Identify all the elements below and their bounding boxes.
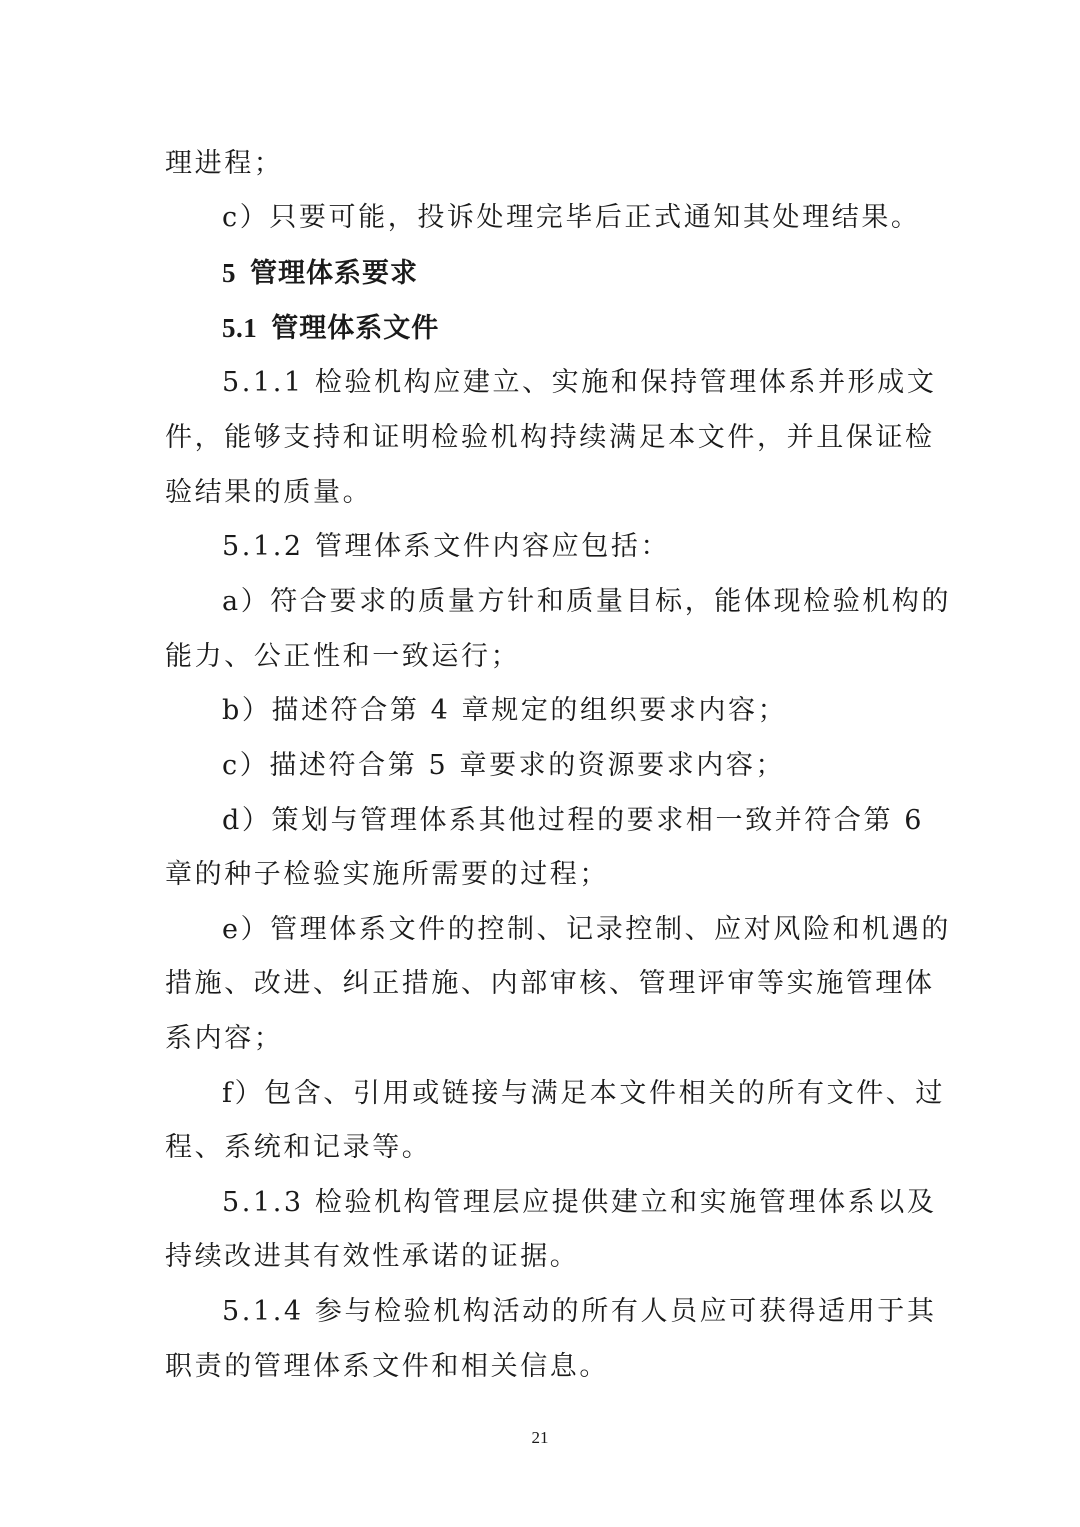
subsection-title: 管理体系文件 [271, 313, 440, 344]
paragraph-line: 5.1.4 参与检验机构活动的所有人员应可获得适用于其 [222, 1296, 937, 1327]
list-item-line: 程、系统和记录等。 [165, 1132, 432, 1163]
paragraph-line: 持续改进其有效性承诺的证据。 [165, 1241, 580, 1272]
list-item-line: 章的种子检验实施所需要的过程； [165, 859, 609, 890]
list-item-line: 系内容； [165, 1023, 284, 1054]
list-item-line: b）描述符合第 4 章规定的组织要求内容； [222, 695, 788, 726]
section-number: 5 [222, 258, 236, 288]
paragraph-line: 5.1.3 检验机构管理层应提供建立和实施管理体系以及 [222, 1187, 937, 1218]
paragraph-line: 件，能够支持和证明检验机构持续满足本文件，并且保证检 [165, 422, 935, 453]
section-heading [222, 253, 917, 294]
paragraph-line: 5.1.2 管理体系文件内容应包括： [222, 531, 671, 562]
list-item-line: a）符合要求的质量方针和质量目标，能体现检验机构的 [222, 586, 952, 617]
page-number: 21 [531, 1428, 549, 1447]
list-item-line: 能力、公正性和一致运行； [165, 641, 521, 672]
section-title: 管理体系要求 [250, 258, 418, 289]
list-item-line: e）管理体系文件的控制、记录控制、应对风险和机遇的 [222, 914, 951, 945]
subsection-heading [222, 308, 917, 349]
list-item-line: d）策划与管理体系其他过程的要求相一致并符合第 6 [222, 805, 925, 836]
paragraph-line: 5.1.1 检验机构应建立、实施和保持管理体系并形成文 [222, 367, 937, 398]
paragraph-line: 验结果的质量。 [165, 477, 373, 508]
paragraph-line: c）只要可能，投诉处理完毕后正式通知其处理结果。 [222, 202, 921, 233]
list-item-line: f）包含、引用或链接与满足本文件相关的所有文件、过 [222, 1078, 945, 1109]
subsection-number: 5.1 [222, 313, 258, 343]
list-item-line: 措施、改进、纠正措施、内部审核、管理评审等实施管理体 [165, 968, 935, 999]
paragraph-line: 职责的管理体系文件和相关信息。 [165, 1351, 609, 1382]
list-item-line: c）描述符合第 5 章要求的资源要求内容； [222, 750, 786, 781]
paragraph-line: 理进程； [165, 148, 284, 179]
